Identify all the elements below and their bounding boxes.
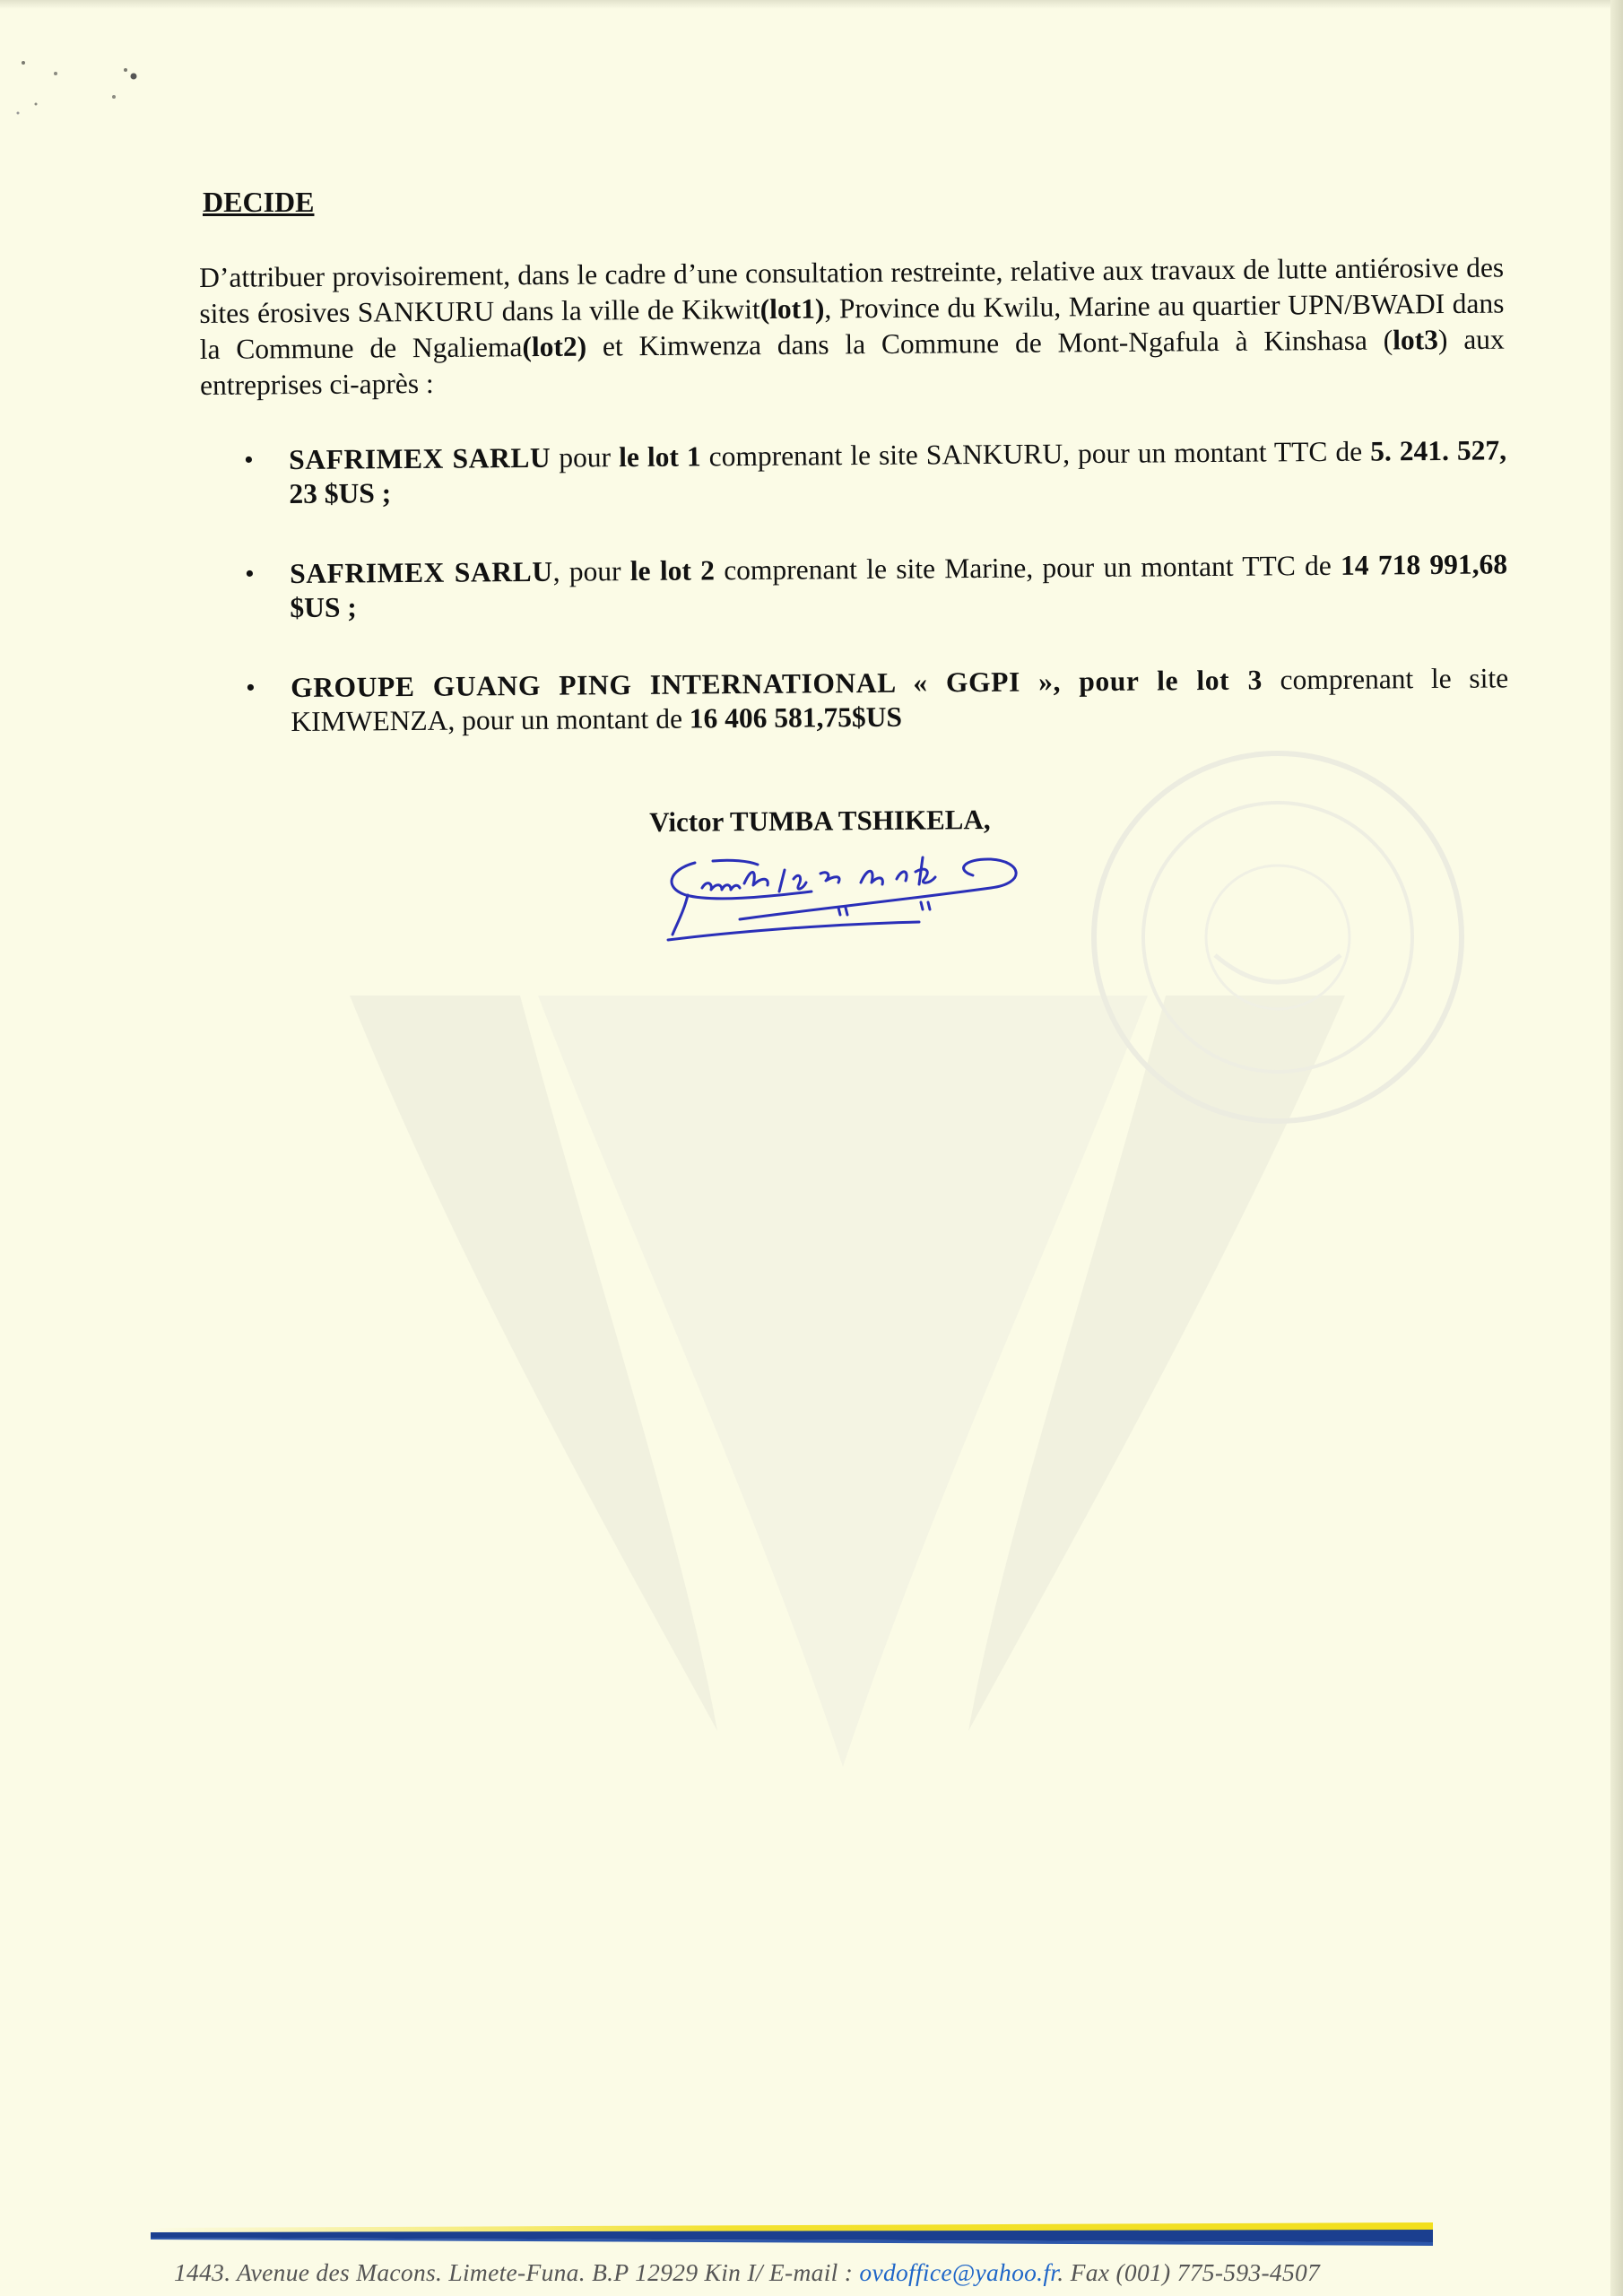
- intro-text-3: et Kimwenza dans la Commune de Mont-Ngafula à Kinshasa (: [586, 324, 1393, 362]
- award-connector: pour: [551, 441, 620, 474]
- logo-watermark: [215, 996, 1471, 1776]
- bullet-icon: •: [245, 559, 255, 589]
- scan-specks: [11, 54, 145, 135]
- embossed-seal: [1081, 740, 1475, 1135]
- award-connector: , pour: [552, 555, 630, 587]
- footer-color-bar: [151, 2222, 1433, 2246]
- footer-fax-text: . Fax (001) 775-593-4507: [1057, 2258, 1321, 2286]
- award-item-lot-1: [179, 433, 1507, 512]
- bullet-icon: •: [244, 445, 254, 475]
- decision-intro-paragraph: [199, 250, 1505, 404]
- paper-top-edge: [0, 0, 1623, 9]
- award-description: comprenant le site Marine, pour un montant TTC de: [714, 549, 1341, 587]
- award-company: SAFRIMEX SARLU: [289, 441, 551, 476]
- intro-text-2: , Province du Kwilu, Marine au quartier UPN/BWADI dans la Commune de Ngaliema: [199, 287, 1505, 365]
- award-lot: le lot 1: [618, 440, 701, 474]
- intro-lot2-label: (lot2): [522, 330, 587, 363]
- bullet-icon: •: [246, 673, 256, 703]
- award-amount: 16 406 581,75$US: [689, 700, 903, 735]
- intro-text-1: D’attribuer provisoirement, dans le cadre d’une consultation restreinte, relative aux travaux de lutte antiérosive des sites érosives SANKURU dans la ville de Kikwit: [199, 251, 1505, 329]
- intro-lot3-label: lot3: [1393, 324, 1439, 356]
- award-description: comprenant le site KIMWENZA, pour un montant de: [291, 662, 1509, 738]
- award-description: comprenant le site SANKURU, pour un montant TTC de: [700, 435, 1371, 473]
- footer-address: [174, 2258, 1447, 2287]
- award-company: SAFRIMEX SARLU: [290, 555, 553, 590]
- award-item-lot-3: [181, 661, 1509, 740]
- award-list: [179, 433, 1509, 786]
- footer-email-link[interactable]: ovdoffice@yahoo.fr: [859, 2258, 1058, 2286]
- award-amount: 5. 241. 527, 23 $US ;: [289, 434, 1507, 510]
- intro-text-4: ) aux entreprises ci-après :: [199, 323, 1505, 401]
- award-lot: le lot 2: [629, 554, 716, 587]
- handwritten-signature: [659, 834, 1036, 951]
- footer-address-text: 1443. Avenue des Macons. Limete-Funa. B.P 12929 Kin I/ E-mail :: [174, 2258, 860, 2286]
- decision-heading: DECIDE: [203, 186, 315, 218]
- signatory-name: Victor TUMBA TSHIKELA,: [649, 804, 991, 838]
- award-amount: 14 718 991,68 $US ;: [290, 548, 1508, 624]
- award-company: GROUPE GUANG PING INTERNATIONAL « GGPI », pour le lot 3: [290, 664, 1263, 704]
- intro-lot1-label: (lot1): [759, 292, 825, 326]
- award-item-lot-2: [180, 547, 1508, 626]
- paper-right-edge: [1610, 0, 1623, 2296]
